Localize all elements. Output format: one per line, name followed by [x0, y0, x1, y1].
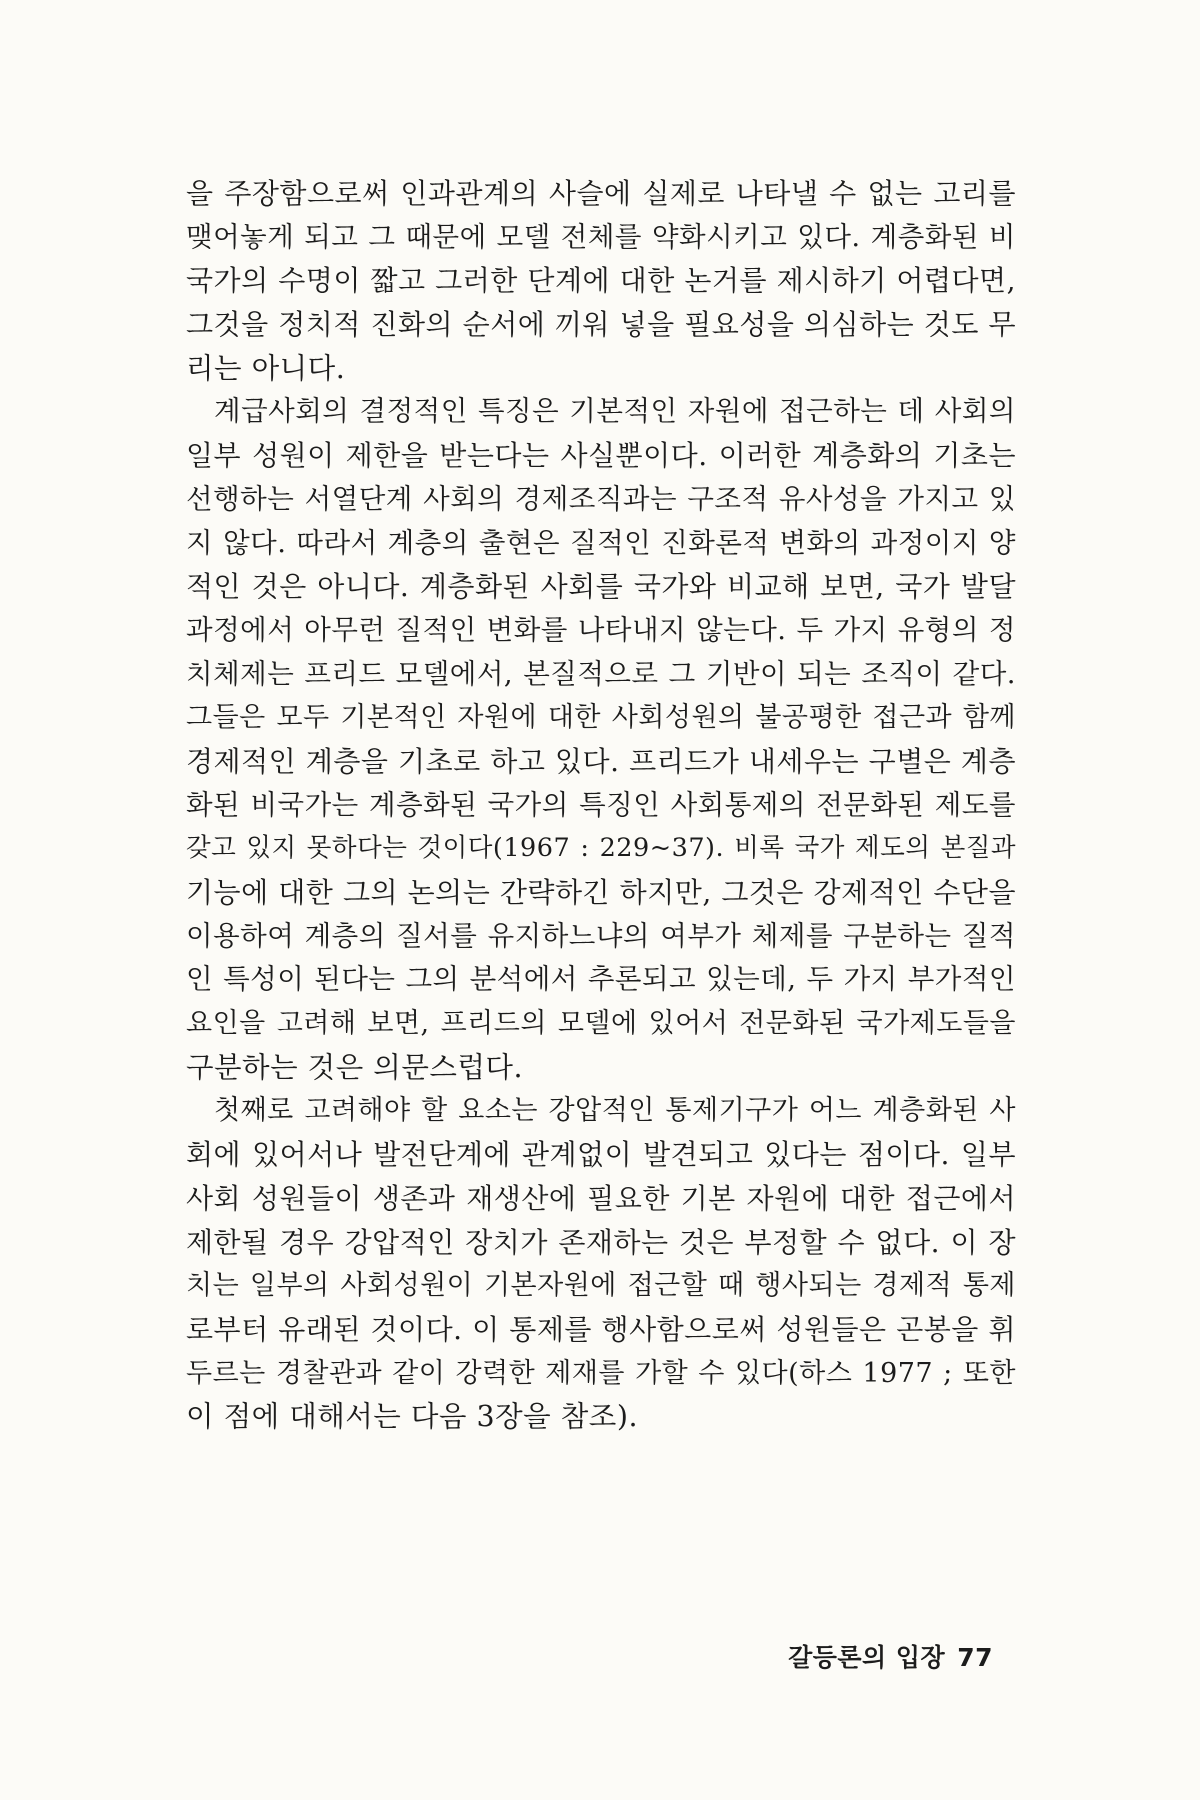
- text-line: 선행하는 서열단계 사회의 경제조직과는 구조적 유사성을 가지고 있: [186, 482, 1016, 515]
- text-line: 적인 것은 아니다. 계층화된 사회를 국가와 비교해 보면, 국가 발달: [186, 570, 1016, 604]
- text-line: 로부터 유래된 것이다. 이 통제를 행사함으로써 성원들은 곤봉을 휘: [186, 1312, 1016, 1346]
- text-line: 리는 아니다.: [186, 351, 346, 385]
- text-line: 첫째로 고려해야 할 요소는 강압적인 통제기구가 어느 계층화된 사: [214, 1095, 1016, 1127]
- text-line: 치체제는 프리드 모델에서, 본질적으로 그 기반이 되는 조직이 같다.: [186, 657, 1016, 690]
- text-line: 지 않다. 따라서 계층의 출현은 질적인 진화론적 변화의 과정이지 양: [186, 526, 1016, 559]
- text-line: 이용하여 계층의 질서를 유지하느냐의 여부가 체제를 구분하는 질적: [186, 919, 1016, 952]
- text-line: 화된 비국가는 계층화된 국가의 특징인 사회통제의 전문화된 제도를: [186, 788, 1016, 821]
- text-line: 맺어놓게 되고 그 때문에 모델 전체를 약화시키고 있다. 계층화된 비: [186, 220, 1016, 253]
- text-line: 이 점에 대해서는 다음 3장을 참조).: [186, 1400, 639, 1434]
- text-line: 갖고 있지 못하다는 것이다(1967 : 229~37). 비록 국가 제도의 본질과: [186, 833, 1016, 864]
- text-line: 을 주장함으로써 인과관계의 사슬에 실제로 나타낼 수 없는 고리를: [186, 177, 1016, 210]
- text-line: 기능에 대한 그의 논의는 간략하긴 하지만, 그것은 강제적인 수단을: [186, 876, 1016, 909]
- text-line: 사회 성원들이 생존과 재생산에 필요한 기본 자원에 대한 접근에서: [186, 1181, 1016, 1215]
- text-line: 인 특성이 된다는 그의 분석에서 추론되고 있는데, 두 가지 부가적인: [186, 963, 1016, 996]
- running-title: 갈등론의 입장: [788, 1643, 946, 1672]
- page-number: 77: [957, 1643, 993, 1672]
- text-line: 회에 있어서나 발전단계에 관계없이 발견되고 있다는 점이다. 일부: [186, 1138, 1016, 1172]
- text-line: 요인을 고려해 보면, 프리드의 모델에 있어서 전문화된 국가제도들을: [186, 1008, 1016, 1040]
- text-line: 일부 성원이 제한을 받는다는 사실뿐이다. 이러한 계층화의 기초는: [186, 439, 1016, 473]
- text-line: 경제적인 계층을 기초로 하고 있다. 프리드가 내세우는 구별은 계층: [186, 744, 1016, 778]
- text-line: 구분하는 것은 의문스럽다.: [186, 1050, 524, 1084]
- text-line: 제한될 경우 강압적인 장치가 존재하는 것은 부정할 수 없다. 이 장: [186, 1225, 1016, 1259]
- text-line: 그것을 정치적 진화의 순서에 끼워 넣을 필요성을 의심하는 것도 무: [186, 308, 1016, 342]
- page-footer: [788, 1638, 993, 1674]
- body-text: [186, 172, 1016, 1439]
- text-line: 국가의 수명이 짧고 그러한 단계에 대한 논거를 제시하기 어렵다면,: [186, 264, 1016, 298]
- text-line: 그들은 모두 기본적인 자원에 대한 사회성원의 불공평한 접근과 함께: [186, 702, 1016, 734]
- text-line: 두르는 경찰관과 같이 강력한 제재를 가할 수 있다(하스 1977 ; 또한: [186, 1357, 1016, 1389]
- text-line: 과정에서 아무런 질적인 변화를 나타내지 않는다. 두 가지 유형의 정: [186, 613, 1016, 646]
- text-line: 치는 일부의 사회성원이 기본자원에 접근할 때 행사되는 경제적 통제: [186, 1270, 1016, 1302]
- text-line: 계급사회의 결정적인 특징은 기본적인 자원에 접근하는 데 사회의: [214, 395, 1016, 428]
